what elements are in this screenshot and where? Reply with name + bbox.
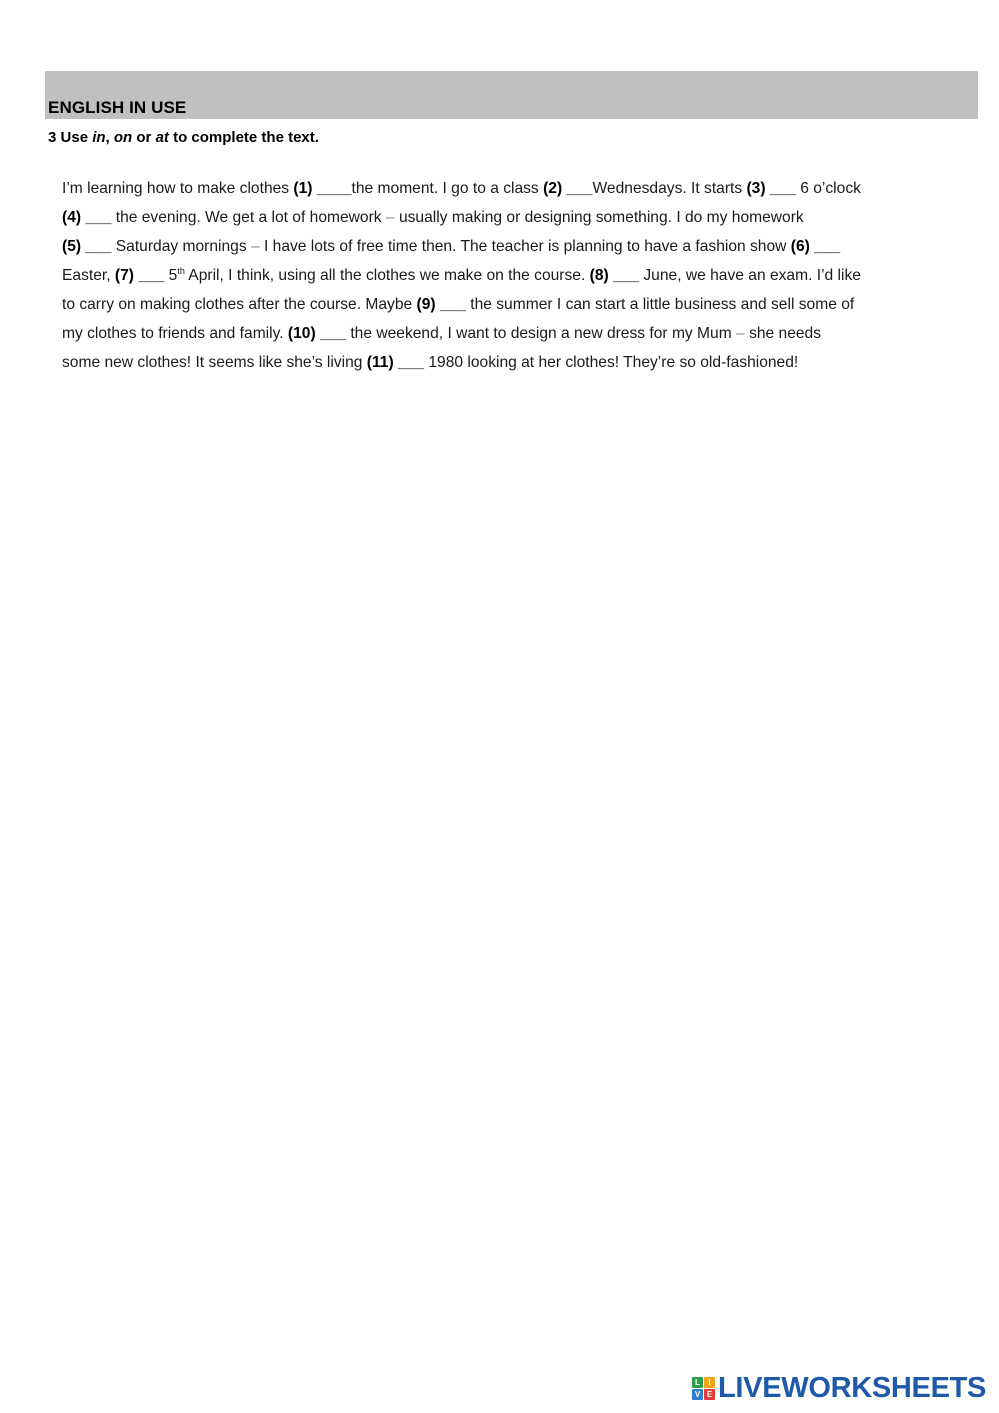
blank-11[interactable]: (11) ___ (366, 354, 425, 371)
passage-text: April, I think, using all the clothes we make on the course. (184, 267, 590, 284)
passage-text: 6 o’clock (795, 180, 861, 197)
passage-text: to carry on making clothes after the course. Maybe (62, 296, 417, 313)
logo-letter-v: V (692, 1389, 703, 1400)
blank-1[interactable]: (1) ____ (293, 180, 352, 197)
exercise-instruction (48, 129, 319, 146)
passage-line-7 (62, 348, 942, 377)
passage-text: Saturday mornings (111, 238, 251, 255)
passage-line-6 (62, 319, 942, 348)
instruction-text: or (132, 129, 156, 146)
logo-text: LIVEWORKSHEETS (718, 1372, 987, 1404)
passage-line-4 (62, 261, 942, 290)
passage-text: the moment. I go to a class (351, 180, 544, 197)
passage-text: my clothes to friends and family. (62, 325, 288, 342)
dash: – (736, 325, 745, 342)
blank-10[interactable]: (10) ___ (287, 325, 347, 342)
passage-line-1 (62, 174, 942, 203)
instruction-text: , (105, 129, 114, 146)
passage-text: some new clothes! It seems like she’s living (62, 354, 367, 371)
blank-4[interactable]: (4) ___ (62, 209, 112, 226)
word-in: in (92, 129, 106, 146)
passage-text: the evening. We get a lot of homework (111, 209, 386, 226)
passage-text: I’m learning how to make clothes (62, 180, 294, 197)
dash: – (385, 209, 395, 226)
word-at: at (155, 129, 169, 146)
section-title: ENGLISH IN USE (48, 98, 187, 117)
passage-text: Wednesdays. It starts (592, 180, 747, 197)
passage-line-2 (62, 203, 942, 232)
passage-text: she needs (744, 325, 822, 342)
passage-line-5 (62, 290, 942, 319)
logo-letter-e: E (704, 1389, 715, 1400)
blank-9[interactable]: (9) ___ (416, 296, 466, 313)
logo-letter-l: L (692, 1377, 703, 1388)
passage-text: the weekend, I want to design a new dress for my Mum (346, 325, 737, 342)
header-band (45, 71, 978, 119)
logo-mark-icon (692, 1377, 715, 1400)
exercise-number: 3 (48, 129, 57, 146)
passage-text: June, we have an exam. I’d like (639, 267, 861, 284)
passage-text: usually making or designing something. I do my homework (394, 209, 804, 226)
blank-6[interactable]: (6) ___ (790, 238, 841, 255)
passage (62, 174, 942, 377)
word-on: on (113, 129, 133, 146)
ordinal-suffix: th (177, 265, 185, 276)
logo-letter-i: I (704, 1377, 715, 1388)
passage-text: 5 (164, 267, 178, 284)
blank-8[interactable]: (8) ___ (589, 267, 640, 284)
passage-text: I have lots of free time then. The teacher is planning to have a fashion show (259, 238, 791, 255)
dash: – (250, 238, 260, 255)
blank-5[interactable]: (5) ___ (62, 238, 112, 255)
passage-line-3 (62, 232, 942, 261)
passage-text: 1980 looking at her clothes! They’re so old-fashioned! (424, 354, 799, 371)
blank-7[interactable]: (7) ___ (114, 267, 165, 284)
passage-text: the summer I can start a little business and sell some of (465, 296, 855, 313)
blank-2[interactable]: (2) ___ (543, 180, 593, 197)
blank-3[interactable]: (3) ___ (746, 180, 796, 197)
liveworksheets-logo (692, 1374, 986, 1403)
instruction-text: to complete the text. (168, 129, 319, 146)
instruction-text: Use (60, 129, 93, 146)
passage-text: Easter, (62, 267, 115, 284)
